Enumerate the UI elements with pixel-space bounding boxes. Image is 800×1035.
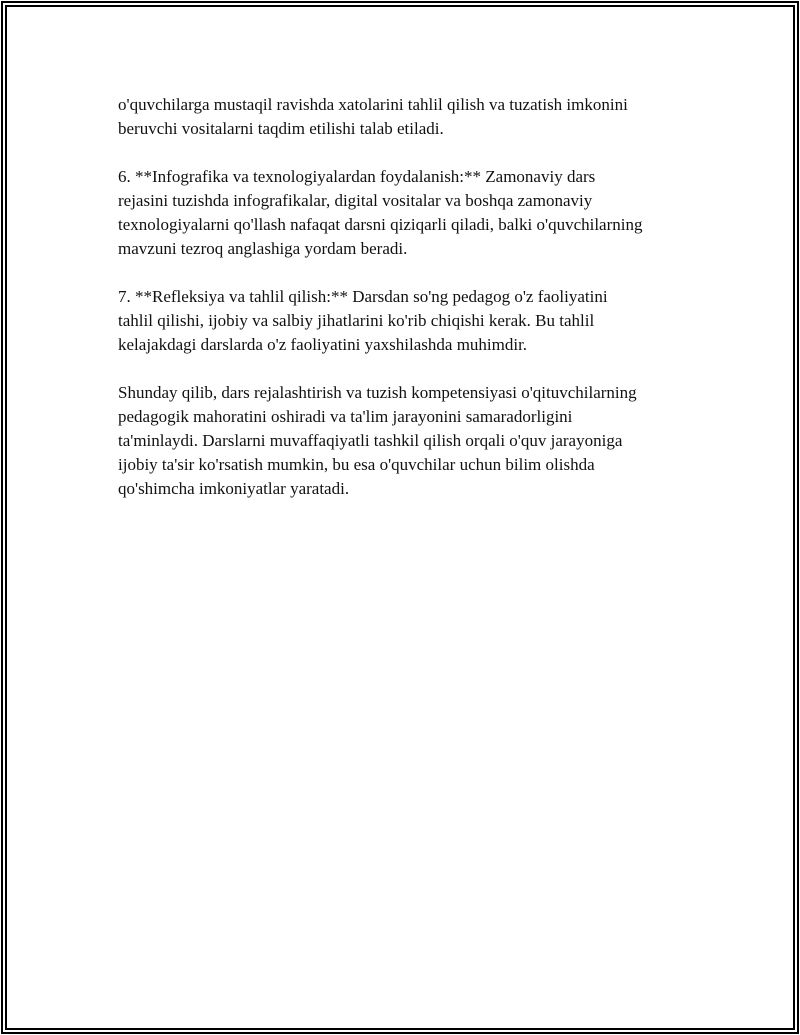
- text-line: rejasini tuzishda infografikalar, digital vositalar va boshqa zamonaviy: [118, 191, 593, 210]
- paragraph-conclusion: [118, 381, 708, 501]
- text-line: texnologiyalarni qo'llash nafaqat darsni qiziqarli qiladi, balki o'quvchilarning: [118, 215, 643, 234]
- text-line: tahlil qilishi, ijobiy va salbiy jihatlarini ko'rib chiqishi kerak. Bu tahlil: [118, 311, 595, 330]
- text-line: beruvchi vositalarni taqdim etilishi talab etiladi.: [118, 119, 444, 138]
- text-line: qo'shimcha imkoniyatlar yaratadi.: [118, 479, 350, 498]
- text-line: mavzuni tezroq anglashiga yordam beradi.: [118, 239, 408, 258]
- text-line: pedagogik mahoratini oshiradi va ta'lim jarayonini samaradorligini: [118, 407, 573, 426]
- text-line: 6. **Infografika va texnologiyalardan foydalanish:** Zamonaviy dars: [118, 167, 596, 186]
- paragraph-infografika: [118, 165, 708, 261]
- paragraph-refleksiya: [118, 285, 708, 357]
- paragraph-continuation: [118, 93, 708, 141]
- text-line: ijobiy ta'sir ko'rsatish mumkin, bu esa o'quvchilar uchun bilim olishda: [118, 455, 595, 474]
- document-body: [118, 93, 708, 525]
- text-line: 7. **Refleksiya va tahlil qilish:** Darsdan so'ng pedagog o'z faoliyatini: [118, 287, 608, 306]
- text-line: Shunday qilib, dars rejalashtirish va tuzish kompetensiyasi o'qituvchilarning: [118, 383, 637, 402]
- text-line: kelajakdagi darslarda o'z faoliyatini yaxshilashda muhimdir.: [118, 335, 528, 354]
- text-line: ta'minlaydi. Darslarni muvaffaqiyatli tashkil qilish orqali o'quv jarayoniga: [118, 431, 623, 450]
- text-line: o'quvchilarga mustaqil ravishda xatolarini tahlil qilish va tuzatish imkonini: [118, 95, 628, 114]
